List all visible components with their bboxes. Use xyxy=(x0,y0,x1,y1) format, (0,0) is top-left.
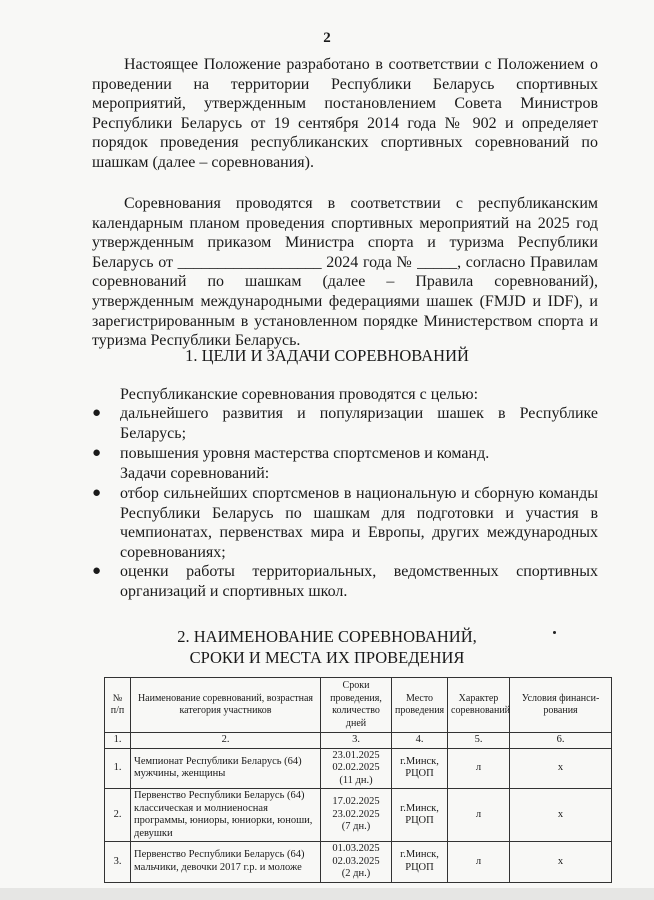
purpose-item-1: дальнейшего развития и популяризации шашек в Республике Беларусь; xyxy=(120,405,598,442)
section-1-heading: 1. ЦЕЛИ И ЗАДАЧИ СОРЕВНОВАНИЙ xyxy=(185,346,469,365)
header-name: Наименование соревнований, возрастная категория участников xyxy=(131,678,321,733)
table-header-row xyxy=(105,678,612,733)
financing: х xyxy=(510,842,612,883)
duration: (7 дн.) xyxy=(341,821,371,833)
bullet-icon: ● xyxy=(92,563,102,579)
table-row xyxy=(105,842,612,883)
competition-type: л xyxy=(448,789,510,842)
competition-place: г.Минск, РЦОП xyxy=(392,842,448,883)
competition-type: л xyxy=(448,748,510,789)
competition-place: г.Минск, РЦОП xyxy=(392,789,448,842)
tasks-lead: Задачи соревнований: xyxy=(120,465,270,482)
task-item-1: отбор сильнейших спортсменов в национальную и сборную команды Республики Беларусь по шашкам для подготовки и участия в чемпионатах, первенствах мира и Европы, других международных соревнованиях; xyxy=(120,485,598,561)
table-row xyxy=(105,748,612,789)
task-item-2: оценки работы территориальных, ведомственных спортивных организаций и спортивных школ. xyxy=(120,563,598,600)
competition-dates xyxy=(321,789,392,842)
purpose-lead: Республиканские соревнования проводятся с целью: xyxy=(120,386,479,403)
section-2-heading-line-1: 2. НАИМЕНОВАНИЕ СОРЕВНОВАНИЙ, xyxy=(177,627,477,646)
row-number: 2. xyxy=(105,789,131,842)
table-column-numbers-row xyxy=(105,733,612,749)
competition-schedule-table xyxy=(104,677,612,883)
col-number: 6. xyxy=(510,733,612,749)
col-number: 3. xyxy=(321,733,392,749)
page-number: 2 xyxy=(323,30,331,46)
bullet-icon: ● xyxy=(92,485,102,501)
header-place: Место проведения xyxy=(392,678,448,733)
end-date: 02.03.2025 xyxy=(332,855,380,867)
header-dates: Сроки проведения, количество дней xyxy=(321,678,392,733)
header-number: № п/п xyxy=(105,678,131,733)
intro-paragraph-1: Настоящее Положение разработано в соответствии с Положением о проведении на территории Республики Беларусь спортивных мероприятий, утвержденным постановлением Совета Министров Республики Беларусь от 19 сентября 2014 года № 902 и определяет порядок проведения республиканских спортивных соревнований по шашкам (далее – соревнования). xyxy=(92,56,598,171)
row-number: 1. xyxy=(105,748,131,789)
section-2-heading-line-2: СРОКИ И МЕСТА ИХ ПРОВЕДЕНИЯ xyxy=(189,648,465,667)
competition-place: г.Минск, РЦОП xyxy=(392,748,448,789)
bullet-icon: ● xyxy=(92,405,102,421)
bullet-icon: ● xyxy=(92,445,102,461)
competition-type: л xyxy=(448,842,510,883)
scan-bottom-edge xyxy=(0,888,654,900)
competition-name: Первенство Республики Беларусь (64) классическая и молниеносная программы, юниоры, юниорки, юноши, девушки xyxy=(131,789,321,842)
header-financing: Условия финанси-рования xyxy=(510,678,612,733)
speck-mark xyxy=(553,631,556,634)
end-date: 02.02.2025 xyxy=(332,762,380,773)
competition-dates xyxy=(321,842,392,883)
col-number: 4. xyxy=(392,733,448,749)
col-number: 2. xyxy=(131,733,321,749)
financing: х xyxy=(510,748,612,789)
duration: (11 дн.) xyxy=(339,774,373,786)
table-row xyxy=(105,789,612,842)
start-date: 17.02.2025 xyxy=(332,796,380,808)
competition-name: Первенство Республики Беларусь (64) мальчики, девочки 2017 г.р. и моложе xyxy=(131,842,321,883)
end-date: 23.02.2025 xyxy=(332,808,380,820)
col-number: 1. xyxy=(105,733,131,749)
purpose-item-2: повышения уровня мастерства спортсменов и команд. xyxy=(120,445,490,462)
col-number: 5. xyxy=(448,733,510,749)
financing: х xyxy=(510,789,612,842)
competition-dates xyxy=(321,748,392,789)
start-date: 01.03.2025 xyxy=(332,843,380,854)
header-type: Характер соревнований xyxy=(448,678,510,733)
start-date: 23.01.2025 xyxy=(332,749,380,761)
duration: (2 дн.) xyxy=(341,868,371,879)
row-number: 3. xyxy=(105,842,131,883)
intro-paragraph-2: Соревнования проводятся в соответствии с республиканским календарным планом проведения спортивных мероприятий на 2025 год утвержденным приказом Министра спорта и туризма Республики Беларусь от __________________ 2024 года № _____, согласно Правилам соревнований по шашкам (далее – Правила соревнований), утвержденным международными федерациями шашек (FMJD и IDF), и зарегистрированным в установленном порядке Министерством спорта и туризма Республики Беларусь. xyxy=(92,195,598,350)
competition-name: Чемпионат Республики Беларусь (64) мужчины, женщины xyxy=(131,748,321,789)
